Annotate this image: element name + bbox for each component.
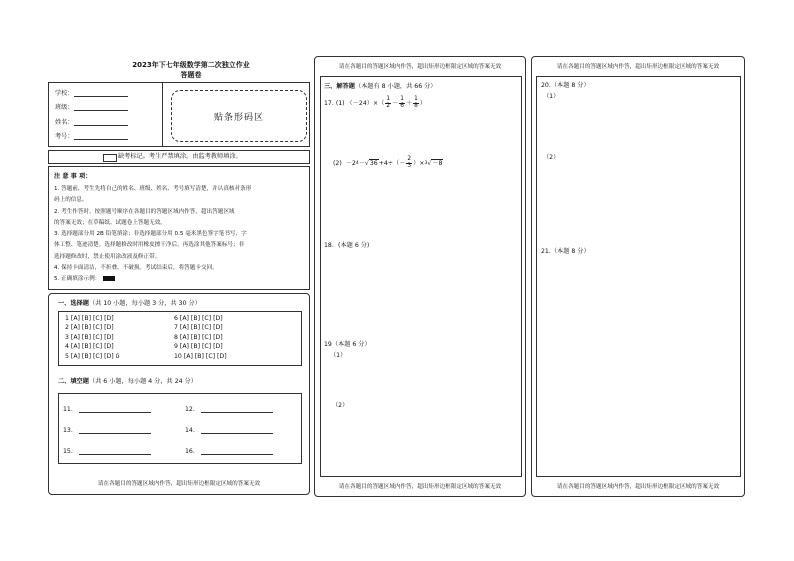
school-field[interactable]: 学校： xyxy=(55,90,128,97)
page-title: 2023年下七年级数学第二次独立作业 xyxy=(132,61,250,69)
boundary-note: 请在各题目的答题区域内作答，超出矩形边框限定区域的答案无效 xyxy=(97,481,261,487)
q19-label: 19（本题 6 分） xyxy=(324,341,371,348)
student-info-panel xyxy=(48,82,310,147)
notice-item: 的答案无效；在草稿纸、试题卷上答题无效。 xyxy=(54,219,166,226)
exam-number-field[interactable]: 考号： xyxy=(55,133,128,140)
absent-row xyxy=(48,150,310,164)
blank-16[interactable]: 16. xyxy=(185,448,273,455)
section3-heading: 三、解答题（本题有 8 小题，共 66 分） xyxy=(324,83,437,90)
choice-column-right xyxy=(174,315,227,362)
page-subtitle: 答题卷 xyxy=(180,71,202,79)
notice-item: 3. 选择题部分用 2B 铅笔填涂；非选择题部分用 0.5 毫米黑色签字笔书写，字 xyxy=(54,231,247,238)
fraction: $\frac{1}{8}$ xyxy=(414,96,418,109)
q19-part2: （2） xyxy=(332,402,349,409)
blank-11[interactable]: 11. xyxy=(63,406,151,413)
q18-label: 18．(本题 6 分) xyxy=(324,242,370,249)
blank-15[interactable]: 15. xyxy=(63,448,151,455)
blank-14[interactable]: 14. xyxy=(185,427,273,434)
choice-row[interactable]: 2 [A] [B] [C] [D] xyxy=(65,324,114,332)
q21-label: 21.（本题 8 分） xyxy=(541,248,590,255)
fill-blank-grid xyxy=(58,393,302,464)
divider xyxy=(162,83,163,146)
notice-item: 1. 答题前，考生先将自己的姓名、班级、姓名、考号填写清楚，并认真核对条形 xyxy=(54,186,252,192)
notice-box xyxy=(48,166,310,290)
fraction: $\frac{2}{3}$ xyxy=(407,156,412,169)
absent-note: 缺考标记。考生严禁填涂，由监考教师填涂。 xyxy=(118,153,242,160)
notice-item: 码上的信息。 xyxy=(54,197,88,204)
objective-section xyxy=(48,293,310,495)
absent-checkbox[interactable] xyxy=(103,154,117,162)
notice-item: 选择题修改时，禁止使用涂改液及修正带。 xyxy=(54,253,161,260)
choice-grid xyxy=(58,311,302,366)
boundary-note: 请在各题目的答题区域内作答，超出矩形边框限定区域的答案无效 xyxy=(556,484,720,490)
blank-12[interactable]: 12. xyxy=(185,406,273,413)
q17-part1: 17. (1) （－24）×（ $\frac{1}{2}$ － $\frac{1}{6}$ ＋ $\frac{1}{8}$ ） xyxy=(324,96,427,109)
choice-row[interactable]: 10 [A] [B] [C] [D] xyxy=(174,352,227,360)
q19-part1: （1） xyxy=(330,352,347,359)
fraction: $\frac{1}{6}$ xyxy=(400,96,404,109)
barcode-area: 贴条形码区 xyxy=(171,90,307,142)
choice-row[interactable]: 7 [A] [B] [C] [D] xyxy=(174,324,223,332)
notice-item: 5. 正确填涂示例： xyxy=(54,276,251,287)
blank-13[interactable]: 13. xyxy=(63,427,151,434)
q20-label: 20.（本题 8 分） xyxy=(541,82,590,89)
notice-item: 2. 考生作答时，按照题号顺序在各题目的答题区域内作答，超出答题区域 xyxy=(54,208,235,215)
q20-part1: （1） xyxy=(543,93,560,100)
notice-item: 体工整、笔迹清楚。选择题修改时用橡皮擦干净后，再选涂其他答案标号；非 xyxy=(54,242,245,249)
notice-list xyxy=(54,186,251,288)
boundary-note: 请在各题目的答题区域内作答，超出矩形边框限定区域的答案无效 xyxy=(338,64,502,70)
choice-row[interactable]: 3 [A] [B] [C] [D] xyxy=(65,333,114,341)
name-field[interactable]: 姓名： xyxy=(55,119,128,126)
notice-item: 4. 保持卡面清洁，不折叠、不破损。考试结束后，将答题卡交回。 xyxy=(54,265,218,272)
middle-panel xyxy=(314,56,526,497)
answer-area-right[interactable] xyxy=(536,76,741,477)
filled-mark-example xyxy=(103,276,115,281)
q17-part2: (2) －2 4 － √ 36 +4÷（－ $\frac{2}{3}$ ）× 3 √ －8 xyxy=(333,156,443,169)
right-panel xyxy=(531,56,745,497)
choice-column-left xyxy=(65,315,119,362)
class-field[interactable]: 班级： xyxy=(55,104,128,111)
section1-heading: 一、选择题（共 10 小题，每小题 3 分，共 30 分） xyxy=(58,300,201,307)
fraction: $\frac{1}{2}$ xyxy=(386,96,391,109)
boundary-note: 请在各题目的答题区域内作答，超出矩形边框限定区域的答案无效 xyxy=(338,484,502,490)
choice-row[interactable]: 6 [A] [B] [C] [D] xyxy=(174,315,223,322)
answer-area-middle[interactable] xyxy=(320,76,522,477)
notice-title: 注 意 事 项： xyxy=(54,173,92,180)
choice-row[interactable]: 1 [A] [B] [C] [D] xyxy=(65,315,114,322)
choice-row[interactable]: 4 [A] [B] [C] [D] xyxy=(65,343,114,351)
choice-row[interactable]: 8 [A] [B] [C] [D] xyxy=(174,333,223,341)
q20-part2: （2） xyxy=(543,154,560,161)
boundary-note: 请在各题目的答题区域内作答，超出矩形边框限定区域的答案无效 xyxy=(556,64,720,70)
choice-row[interactable]: 9 [A] [B] [C] [D] xyxy=(174,343,223,351)
choice-row[interactable]: 5 [A] [B] [C] [D] δ xyxy=(65,352,120,360)
section2-heading: 二、填空题（共 6 小题，每小题 4 分，共 24 分） xyxy=(58,378,197,385)
